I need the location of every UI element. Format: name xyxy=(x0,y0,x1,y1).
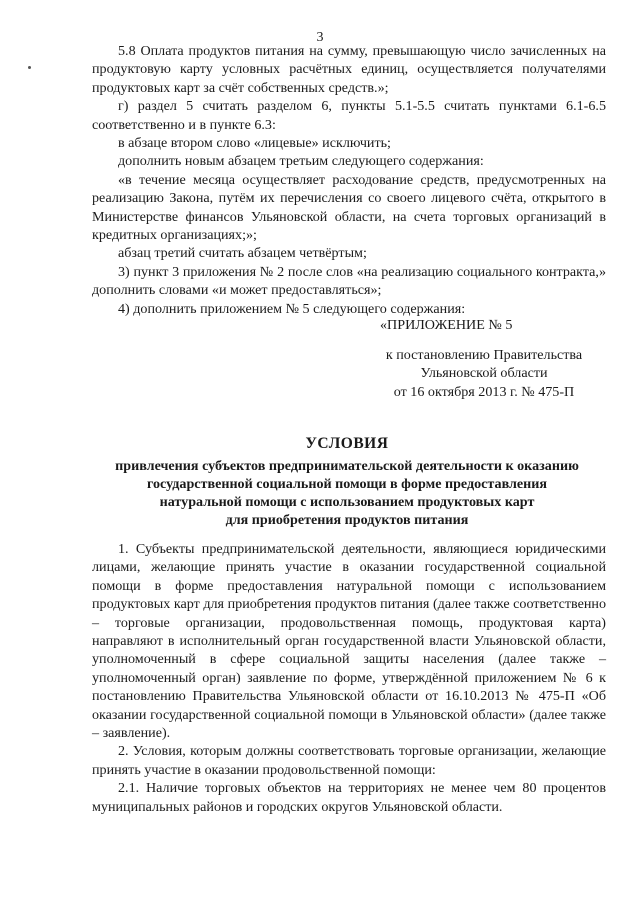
amendment-paragraph: 3) пункт 3 приложения № 2 после слов «на реализацию социального контракта,» дополнить словами «и может предоставляться»; xyxy=(92,263,606,299)
appendix-header: «ПРИЛОЖЕНИЕ № 5 xyxy=(380,317,513,333)
approval-line: от 16 октября 2013 г. № 475-П xyxy=(393,383,575,400)
title-line: государственной социальной помощи в форме предоставления xyxy=(146,476,548,492)
amendment-paragraph: дополнить новым абзацем третьим следующего содержания: xyxy=(118,153,484,170)
amendment-paragraph: 5.8 Оплата продуктов питания на сумму, превышающую число зачисленных на продуктовую карту условных расчётных единиц, осуществляется получателями продуктовых карт за счёт собственных средств.»; xyxy=(92,43,606,96)
amendment-paragraph: г) раздел 5 считать разделом 6, пункты 5.1-5.5 считать пунктами 6.1-6.5 соответственно и в пункте 6.3: xyxy=(92,98,606,133)
approval-line: Ульяновской области xyxy=(420,365,548,382)
margin-mark xyxy=(28,66,31,69)
amendment-paragraph: «в течение месяца осуществляет расходование средств, предусмотренных на реализацию Закона, путём их перечисления со своего лицевого счёта, открытого в Министерстве финансов Ульяновской области, на счета торговых организаций в кредитных организациях;»; xyxy=(92,171,606,244)
amendment-paragraph: 4) дополнить приложением № 5 следующего содержания: xyxy=(118,300,466,317)
approval-line: к постановлению Правительства xyxy=(385,347,583,363)
condition-paragraph: 2.1. Наличие торговых объектов на территориях не менее чем 80 процентов муниципальных районов и городских округов Ульяновской области. xyxy=(92,780,606,815)
approval-block xyxy=(360,346,608,401)
condition-paragraph: 1. Субъекты предпринимательской деятельности, являющиеся юридическими лицами, желающие принять участие в оказании государственной социальной помощи в форме предоставления натуральной помощи с использованием продуктовых карт для приобретения продуктов питания (далее также соответственно – торговые организации, продовольственная помощь, продуктовая карта) направляют в исполнительный орган государственной власти Ульяновской области, уполномоченный в сфере социальной защиты населения (далее также – уполномоченный орган) заявление по форме, утверждённой приложением № 6 к постановлению Правительства Ульяновской области от 16.10.2013 № 475-П «Об оказании государственной социальной помощи в Ульяновской области» (далее также – заявление). xyxy=(92,541,606,742)
title-line: натуральной помощи с использованием продуктовых карт xyxy=(159,494,535,510)
amendment-paragraph: абзац третий считать абзацем четвёртым; xyxy=(118,245,367,262)
condition-paragraph: 2. Условия, которым должны соответствовать торговые организации, желающие принять участие в оказании продовольственной помощи: xyxy=(92,743,606,778)
title-line: привлечения субъектов предпринимательской деятельности к оказанию xyxy=(115,458,579,474)
document-title xyxy=(82,434,612,529)
page-number: 3 xyxy=(316,30,324,45)
conditions-section xyxy=(92,540,606,816)
title-heading: УСЛОВИЯ xyxy=(305,435,389,452)
title-line: для приобретения продуктов питания xyxy=(225,512,469,528)
amendment-paragraph: в абзаце втором слово «лицевые» исключить; xyxy=(118,135,391,152)
amendments-section xyxy=(92,42,606,318)
